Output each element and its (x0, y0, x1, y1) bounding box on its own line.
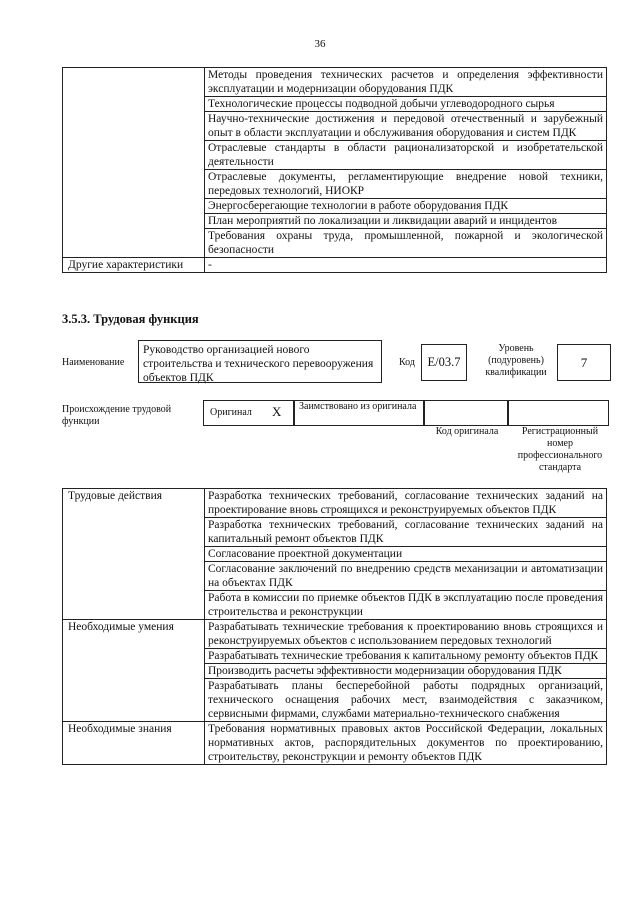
table-row (63, 258, 607, 273)
table-row (63, 722, 607, 765)
table-row (63, 489, 607, 518)
original-label: Оригинал (210, 407, 252, 418)
table-cell: Требования нормативных правовых актов Российской Федерации, локальных нормативных актов, распорядительных документов по проектированию, строительству, реконструкции и ремонту объектов ПДК (205, 722, 607, 765)
table-cell: Требования охраны труда, промышленной, пожарной и экологической безопасности (205, 229, 607, 258)
table-cell: Научно-технические достижения и передовой отечественный и зарубежный опыт в области эксплуатации и обслуживания оборудования и систем ПДК (205, 112, 607, 141)
skills-label: Необходимые умения (63, 620, 205, 722)
table-cell: Энергосберегающие технологии в работе оборудования ПДК (205, 199, 607, 214)
table-cell: Методы проведения технических расчетов и определения эффективности эксплуатации и модернизации оборудования ПДК (205, 68, 607, 97)
section-title: 3.5.3. Трудовая функция (62, 312, 199, 326)
table-row (63, 68, 607, 97)
table-cell: Технологические процессы подводной добычи углеводородного сырья (205, 97, 607, 112)
code-value: E/03.7 (421, 344, 467, 381)
table-cell: Разработка технических требований, согласование технических заданий на капитальный ремонт объектов ПДК (205, 518, 607, 547)
level-label: Уровень (подуровень) квалификации (485, 343, 547, 378)
page-number: 36 (314, 38, 326, 50)
table-cell: Разрабатывать технические требования к проектированию вновь строящихся и реконструируемых объектов с использованием передовых технологий (205, 620, 607, 649)
main-table (62, 488, 607, 765)
borrowed-label: Заимствовано из оригинала (299, 401, 417, 412)
table-cell: Согласование заключений по внедрению средств механизации и автоматизации на объектах ПДК (205, 562, 607, 591)
name-label: Наименование (62, 357, 125, 368)
table-row (63, 620, 607, 649)
table-cell: Разрабатывать технические требования к капитальному ремонту объектов ПДК (205, 649, 607, 664)
top-table-label-cell (63, 68, 205, 258)
table-cell: Производить расчеты эффективности модернизации оборудования ПДК (205, 664, 607, 679)
original-mark: X (272, 404, 282, 419)
level-value: 7 (557, 344, 611, 381)
table-cell: Отраслевые документы, регламентирующие внедрение новой техники, передовых технологий, НИОКР (205, 170, 607, 199)
top-table (62, 67, 607, 273)
other-characteristics-value: - (205, 258, 607, 273)
other-characteristics-label: Другие характеристики (63, 258, 205, 273)
table-cell: План мероприятий по локализации и ликвидации аварий и инцидентов (205, 214, 607, 229)
code-label: Код (399, 357, 415, 368)
origin-label: Происхождение трудовой функции (62, 404, 172, 427)
knowledge-label: Необходимые знания (63, 722, 205, 765)
name-value: Руководство организацией нового строительства и технического перевооружения объектов ПДК (138, 340, 382, 383)
table-cell: Разработка технических требований, согласование технических заданий на проектирование вновь строящихся и реконструируемых объектов ПДК (205, 489, 607, 518)
reg-number-label: Регистрационный номер профессионального стандарта (517, 426, 603, 473)
reg-number-box (507, 400, 609, 426)
table-cell: Разрабатывать планы бесперебойной работы подрядных организаций, технического оснащения рабочих мест, взаимодействия с заказчиком, сервисными фирмами, службами материально-технического снабжения (205, 679, 607, 722)
table-cell: Работа в комиссии по приемке объектов ПДК в эксплуатацию после проведения строительства и реконструкции (205, 591, 607, 620)
table-cell: Отраслевые стандарты в области рационализаторской и изобретательской деятельности (205, 141, 607, 170)
code-original-label: Код оригинала (435, 426, 499, 437)
table-cell: Согласование проектной документации (205, 547, 607, 562)
code-original-box (423, 400, 509, 426)
actions-label: Трудовые действия (63, 489, 205, 620)
